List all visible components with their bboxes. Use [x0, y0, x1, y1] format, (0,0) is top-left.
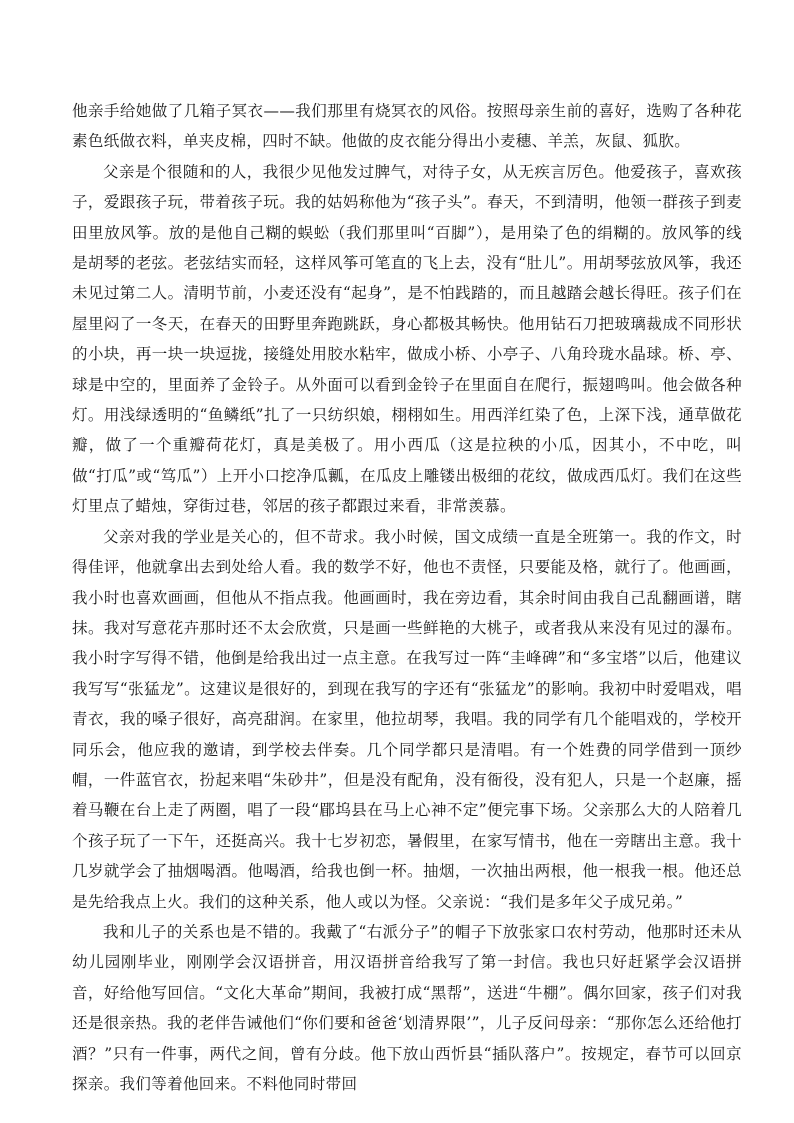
paragraph-4: 我和儿子的关系也是不错的。我戴了“右派分子”的帽子下放张家口农村劳动，他那时还未从幼儿园刚毕业，刚刚学会汉语拼音，用汉语拼音给我写了第一封信。我也只好赶紧学会汉语拼音，好给他写回信。“文化大革命”期间，我被打成“黑帮”，送进“牛棚”。偶尔回家，孩子们对我还是很亲热。我的老伴告诫他们“你们要和爸爸‘划清界限’”，儿子反问母亲：“那你怎么还给他打酒？”只有一件事，两代之间，曾有分歧。他下放山西忻县“插队落户”。按规定，春节可以回京探亲。我们等着他回来。不料他同时带回 [72, 922, 742, 1093]
paragraph-2: 父亲是个很随和的人，我很少见他发过脾气，对待子女，从无疾言厉色。他爱孩子，喜欢孩子，爱跟孩子玩，带着孩子玩。我的姑妈称他为“孩子头”。春天，不到清明，他领一群孩子到麦田里放风筝。放的是他自己糊的蜈蚣（我们那里叫“百脚”），是用染了色的绢糊的。放风筝的线是胡琴的老弦。老弦结实而轻，这样风筝可笔直的飞上去，没有“肚儿”。用胡琴弦放风筝，我还未见过第二人。清明节前，小麦还没有“起身”，是不怕践踏的，而且越踏会越长得旺。孩子们在屋里闷了一冬天，在春天的田野里奔跑跳跃，身心都极其畅快。他用钻石刀把玻璃裁成不同形状的小块，再一块一块逗拢，接缝处用胶水粘牢，做成小桥、小亭子、八角玲珑水晶球。桥、亭、球是中空的，里面养了金铃子。从外面可以看到金铃子在里面自在爬行，振翅鸣叫。他会做各种灯。用浅绿透明的“鱼鳞纸”扎了一只纺织娘，栩栩如生。用西洋红染了色，上深下浅，通草做花瓣，做了一个重瓣荷花灯，真是美极了。用小西瓜（这是拉秧的小瓜，因其小，不中吃，叫做“打瓜”或“笃瓜”）上开小口挖净瓜瓤，在瓜皮上雕镂出极细的花纹，做成西瓜灯。我们在这些灯里点了蜡烛，穿街过巷，邻居的孩子都跟过来看，非常羡慕。 [72, 162, 742, 516]
paragraph-3: 父亲对我的学业是关心的，但不苛求。我小时候，国文成绩一直是全班第一。我的作文，时得佳评，他就拿出去到处给人看。我的数学不好，他也不责怪，只要能及格，就行了。他画画，我小时也喜欢画画，但他从不指点我。他画画时，我在旁边看，其余时间由我自己乱翻画谱，瞎抹。我对写意花卉那时还不太会欣赏，只是画一些鲜艳的大桃子，或者我从来没有见过的瀑布。我小时字写得不错，他倒是给我出过一点主意。在我写过一阵“圭峰碑”和“多宝塔”以后，他建议我写写“张猛龙”。这建议是很好的，到现在我写的字还有“张猛龙”的影响。我初中时爱唱戏，唱青衣，我的嗓子很好，高亮甜润。在家里，他拉胡琴，我唱。我的同学有几个能唱戏的，学校开同乐会，他应我的邀请，到学校去伴奏。几个同学都只是清唱。有一个姓费的同学借到一顶纱帽，一件蓝官衣，扮起来唱“朱砂井”，但是没有配角，没有衙役，没有犯人，只是一个赵廉，摇着马鞭在台上走了两圈，唱了一段“郿坞县在马上心神不定”便完事下场。父亲那么大的人陪着几个孩子玩了一下午，还挺高兴。我十七岁初恋，暑假里，在家写情书，他在一旁瞎出主意。我十几岁就学会了抽烟喝酒。他喝酒，给我也倒一杯。抽烟，一次抽出两根，他一根我一根。他还总是先给我点上火。我们的这种关系，他人或以为怪。父亲说：“我们是多年父子成兄弟。” [72, 527, 742, 911]
paragraph-1: 他亲手给她做了几箱子冥衣——我们那里有烧冥衣的风俗。按照母亲生前的喜好，选购了各种花素色纸做衣料，单夹皮棉，四时不缺。他做的皮衣能分得出小麦穗、羊羔，灰鼠、狐肷。 [72, 102, 742, 151]
document-body [72, 96, 742, 1099]
